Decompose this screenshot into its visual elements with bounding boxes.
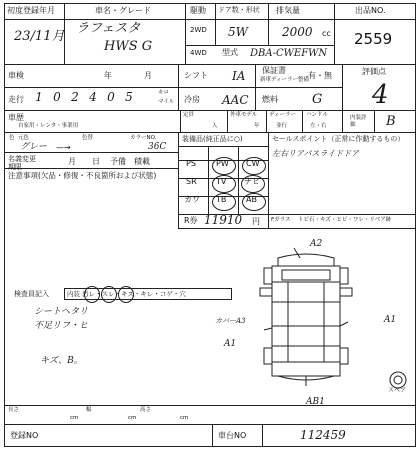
r-label: R券 (184, 216, 198, 225)
inspection-month: 月 (144, 71, 152, 80)
equip-navi-circle (241, 175, 265, 193)
first-reg-value: 23/11月 (14, 29, 65, 44)
chassis-value: 112459 (300, 428, 346, 442)
inspection-year: 年 (104, 71, 112, 80)
scratch-circle (118, 286, 134, 303)
fuel-label: 燃料 (262, 95, 278, 104)
name-change-label: 名義変更期限 (8, 155, 36, 171)
capacity-label: 定員 (183, 112, 195, 118)
spare-label: スペア (388, 387, 407, 394)
handle-label: ハンドル (306, 112, 329, 118)
mileage-unit2: マイル (158, 99, 175, 105)
name-change-day: 日 (92, 157, 100, 166)
sales-label: セールスポイント（正常に作動するもの） (272, 135, 405, 143)
color-orig-value: グレー (20, 142, 48, 152)
inspector-note-3: キズ、B。 (40, 356, 83, 366)
equip-tb-circle (212, 193, 236, 211)
name-change-note: 積載 (134, 157, 150, 166)
dealer-label: ディーラー (269, 112, 297, 118)
height-label: 高さ (140, 407, 152, 413)
exterior-unit: 年 (254, 123, 260, 129)
displacement-unit: cc (322, 29, 331, 38)
mileage-digits (30, 90, 150, 108)
drive-2wd: 2WD (190, 26, 207, 34)
damage-right-a1: A1 (384, 315, 397, 325)
drive-label: 駆動 (190, 6, 206, 15)
equip-cw: CW (246, 159, 260, 168)
warranty-label: 保証書 (262, 66, 286, 75)
inspector-label: 検査員記入 (14, 290, 49, 298)
equip-tb: TB (216, 195, 227, 204)
shift-label: シフト (184, 71, 208, 80)
color-code-value: 36C (148, 142, 167, 152)
equip-pw: PW (216, 159, 229, 168)
mileage-digit: 0 (107, 90, 115, 104)
door-shape-label: ドア数・形状 (218, 6, 260, 14)
model-code-label: 型式 (222, 48, 238, 57)
handle-value: 左・右 (310, 123, 327, 129)
equip-tv: TV (216, 177, 227, 186)
equip-ab-circle (242, 193, 266, 211)
height-unit: cm (180, 415, 189, 421)
lot-label: 出品NO. (355, 6, 386, 15)
damage-left-marker: カバーA3 (215, 317, 246, 325)
chassis-label: 車台NO (218, 431, 247, 440)
exterior-label: 外車モデル (230, 112, 258, 118)
capacity-unit: 人 (212, 123, 218, 129)
color-arrow: —→ (56, 143, 71, 152)
displacement-value: 2000 (282, 25, 313, 39)
equip-pw-circle (212, 157, 236, 175)
fuel-value: G (312, 92, 323, 107)
mileage-digit: 5 (125, 90, 133, 104)
mileage-digit: 0 (53, 90, 61, 104)
equip-cw-circle (242, 157, 266, 175)
equip-kawa: カワ (184, 195, 200, 204)
interior-label: 内装評価 (350, 115, 367, 128)
mileage-digit: 2 (71, 90, 79, 104)
equipment-title: 装備品(純正品に○) (182, 135, 243, 143)
notes-label: 注意事項(欠品・修復・不良箇所および状態) (8, 171, 157, 180)
history-label: 車歴 (8, 113, 24, 122)
inspector-checks: 内装 汚レ・スレ・キズ・キレ・コゲ・穴 (67, 290, 186, 298)
r-unit: 円 (252, 217, 260, 226)
wear-circle (101, 286, 117, 303)
color-label: 色 (9, 135, 15, 141)
warranty-sub: 新車ディーラー整備 (260, 77, 310, 83)
equip-tv-circle (212, 175, 236, 193)
glass-value: トビ石・キズ・ヒビ・ワレ・リペア跡 (298, 217, 392, 223)
lot-number: 2559 (354, 30, 393, 48)
damage-rear: AB1 (306, 397, 325, 407)
damage-front: A2 (310, 239, 323, 249)
inspector-note-2: 不足リフ・ヒ (34, 321, 89, 331)
mileage-unit: キロ (158, 90, 170, 96)
score-label: 評価点 (362, 67, 386, 76)
length-unit: cm (70, 415, 79, 421)
color-new-label: 色替 (82, 135, 94, 141)
warranty-value: 有・無 (308, 71, 332, 80)
door-shape-value: 5W (228, 25, 248, 39)
width-unit: cm (128, 415, 137, 421)
sales-value: 左右リアパスライドドア (272, 149, 359, 158)
color-code-label: カラーNO. (130, 135, 157, 141)
model-name: ラフェスタ (76, 21, 141, 36)
model-label: 車名・グレード (95, 6, 151, 15)
drive-4wd: 4WD (190, 49, 207, 57)
ac-label: 冷房 (184, 95, 200, 104)
equip-navi: ナビ (244, 177, 260, 186)
color-orig-label: 元色 (18, 135, 30, 141)
mileage-digit: 1 (35, 90, 43, 104)
damage-left-a1: A1 (224, 339, 237, 349)
width-label: 幅 (86, 407, 92, 413)
history-sub: 自家用・レンタ・事業用 (18, 123, 79, 129)
length-label: 長さ (8, 407, 20, 413)
name-change-mark: 予備 (110, 157, 126, 166)
displacement-label: 排気量 (276, 6, 300, 15)
model-code-value: DBA-CWEFWN (250, 48, 328, 59)
glass-label: Fガラス (271, 217, 291, 223)
reg-label: 登録NO (10, 431, 39, 440)
mileage-digit: 4 (89, 90, 97, 104)
ac-value: AAC (222, 93, 249, 107)
inspector-note-1: シートヘタリ (34, 307, 89, 317)
equip-sr: SR (186, 177, 197, 186)
inspection-label: 車検 (8, 71, 24, 80)
score-value: 4 (372, 80, 389, 110)
dealer-value: 並行 (276, 123, 288, 129)
equip-ps: PS (186, 159, 196, 168)
equip-ab: AB (246, 195, 257, 204)
first-reg-label: 初度登録年月 (7, 6, 55, 15)
grade-value: HWS G (104, 39, 153, 54)
stain-circle (84, 286, 100, 303)
mileage-label: 走行 (8, 95, 24, 104)
interior-value: B (386, 114, 396, 129)
name-change-month: 月 (68, 157, 76, 166)
r-value: 11910 (204, 213, 243, 227)
shift-value: IA (232, 69, 246, 83)
